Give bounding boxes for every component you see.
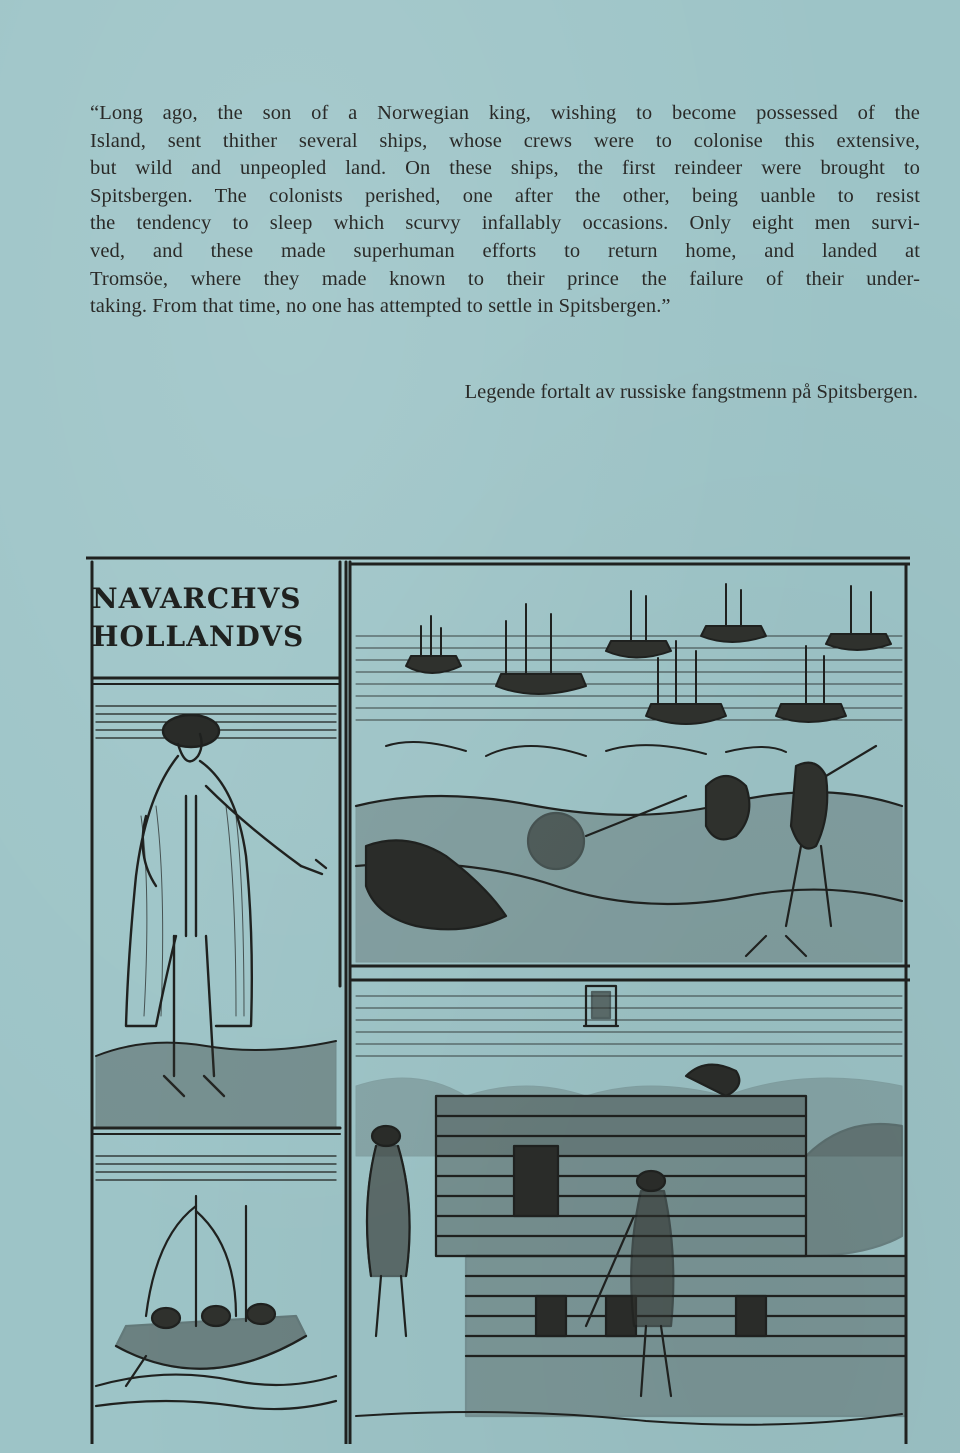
plate-title bbox=[92, 580, 342, 656]
legend-attribution: Legende fortalt av russiske fangstmenn på Spitsbergen. bbox=[464, 381, 918, 403]
quote-line: Island, sent thither several ships, whose crews were to colonise this extensive, bbox=[90, 129, 920, 152]
quote-line: but wild and unpeopled land. On these ships, the first reindeer were brought to bbox=[90, 157, 920, 180]
quote-line: Spitsbergen. The colonists perished, one after the other, being uanble to resist bbox=[90, 184, 920, 207]
quote-line: “Long ago, the son of a Norwegian king, wishing to become possessed of the bbox=[90, 102, 920, 124]
woodcut-engraving bbox=[86, 556, 910, 1444]
quote-line: ved, and these made superhuman efforts to return home, and landed at bbox=[90, 239, 920, 262]
quote-line: the tendency to sleep which scurvy infallably occasions. Only eight men survi- bbox=[90, 212, 920, 235]
woodcut-illustration bbox=[86, 556, 910, 1444]
plate-title-line: HOLLANDVS bbox=[92, 620, 305, 653]
plate-title-line: NAVARCHVS bbox=[92, 582, 302, 615]
quote-line: Tromsöe, where they made known to their prince the failure of their under- bbox=[90, 267, 920, 290]
quote-line: taking. From that time, no one has attempted to settle in Spitsbergen.” bbox=[90, 295, 671, 318]
legend-quote bbox=[90, 100, 920, 321]
